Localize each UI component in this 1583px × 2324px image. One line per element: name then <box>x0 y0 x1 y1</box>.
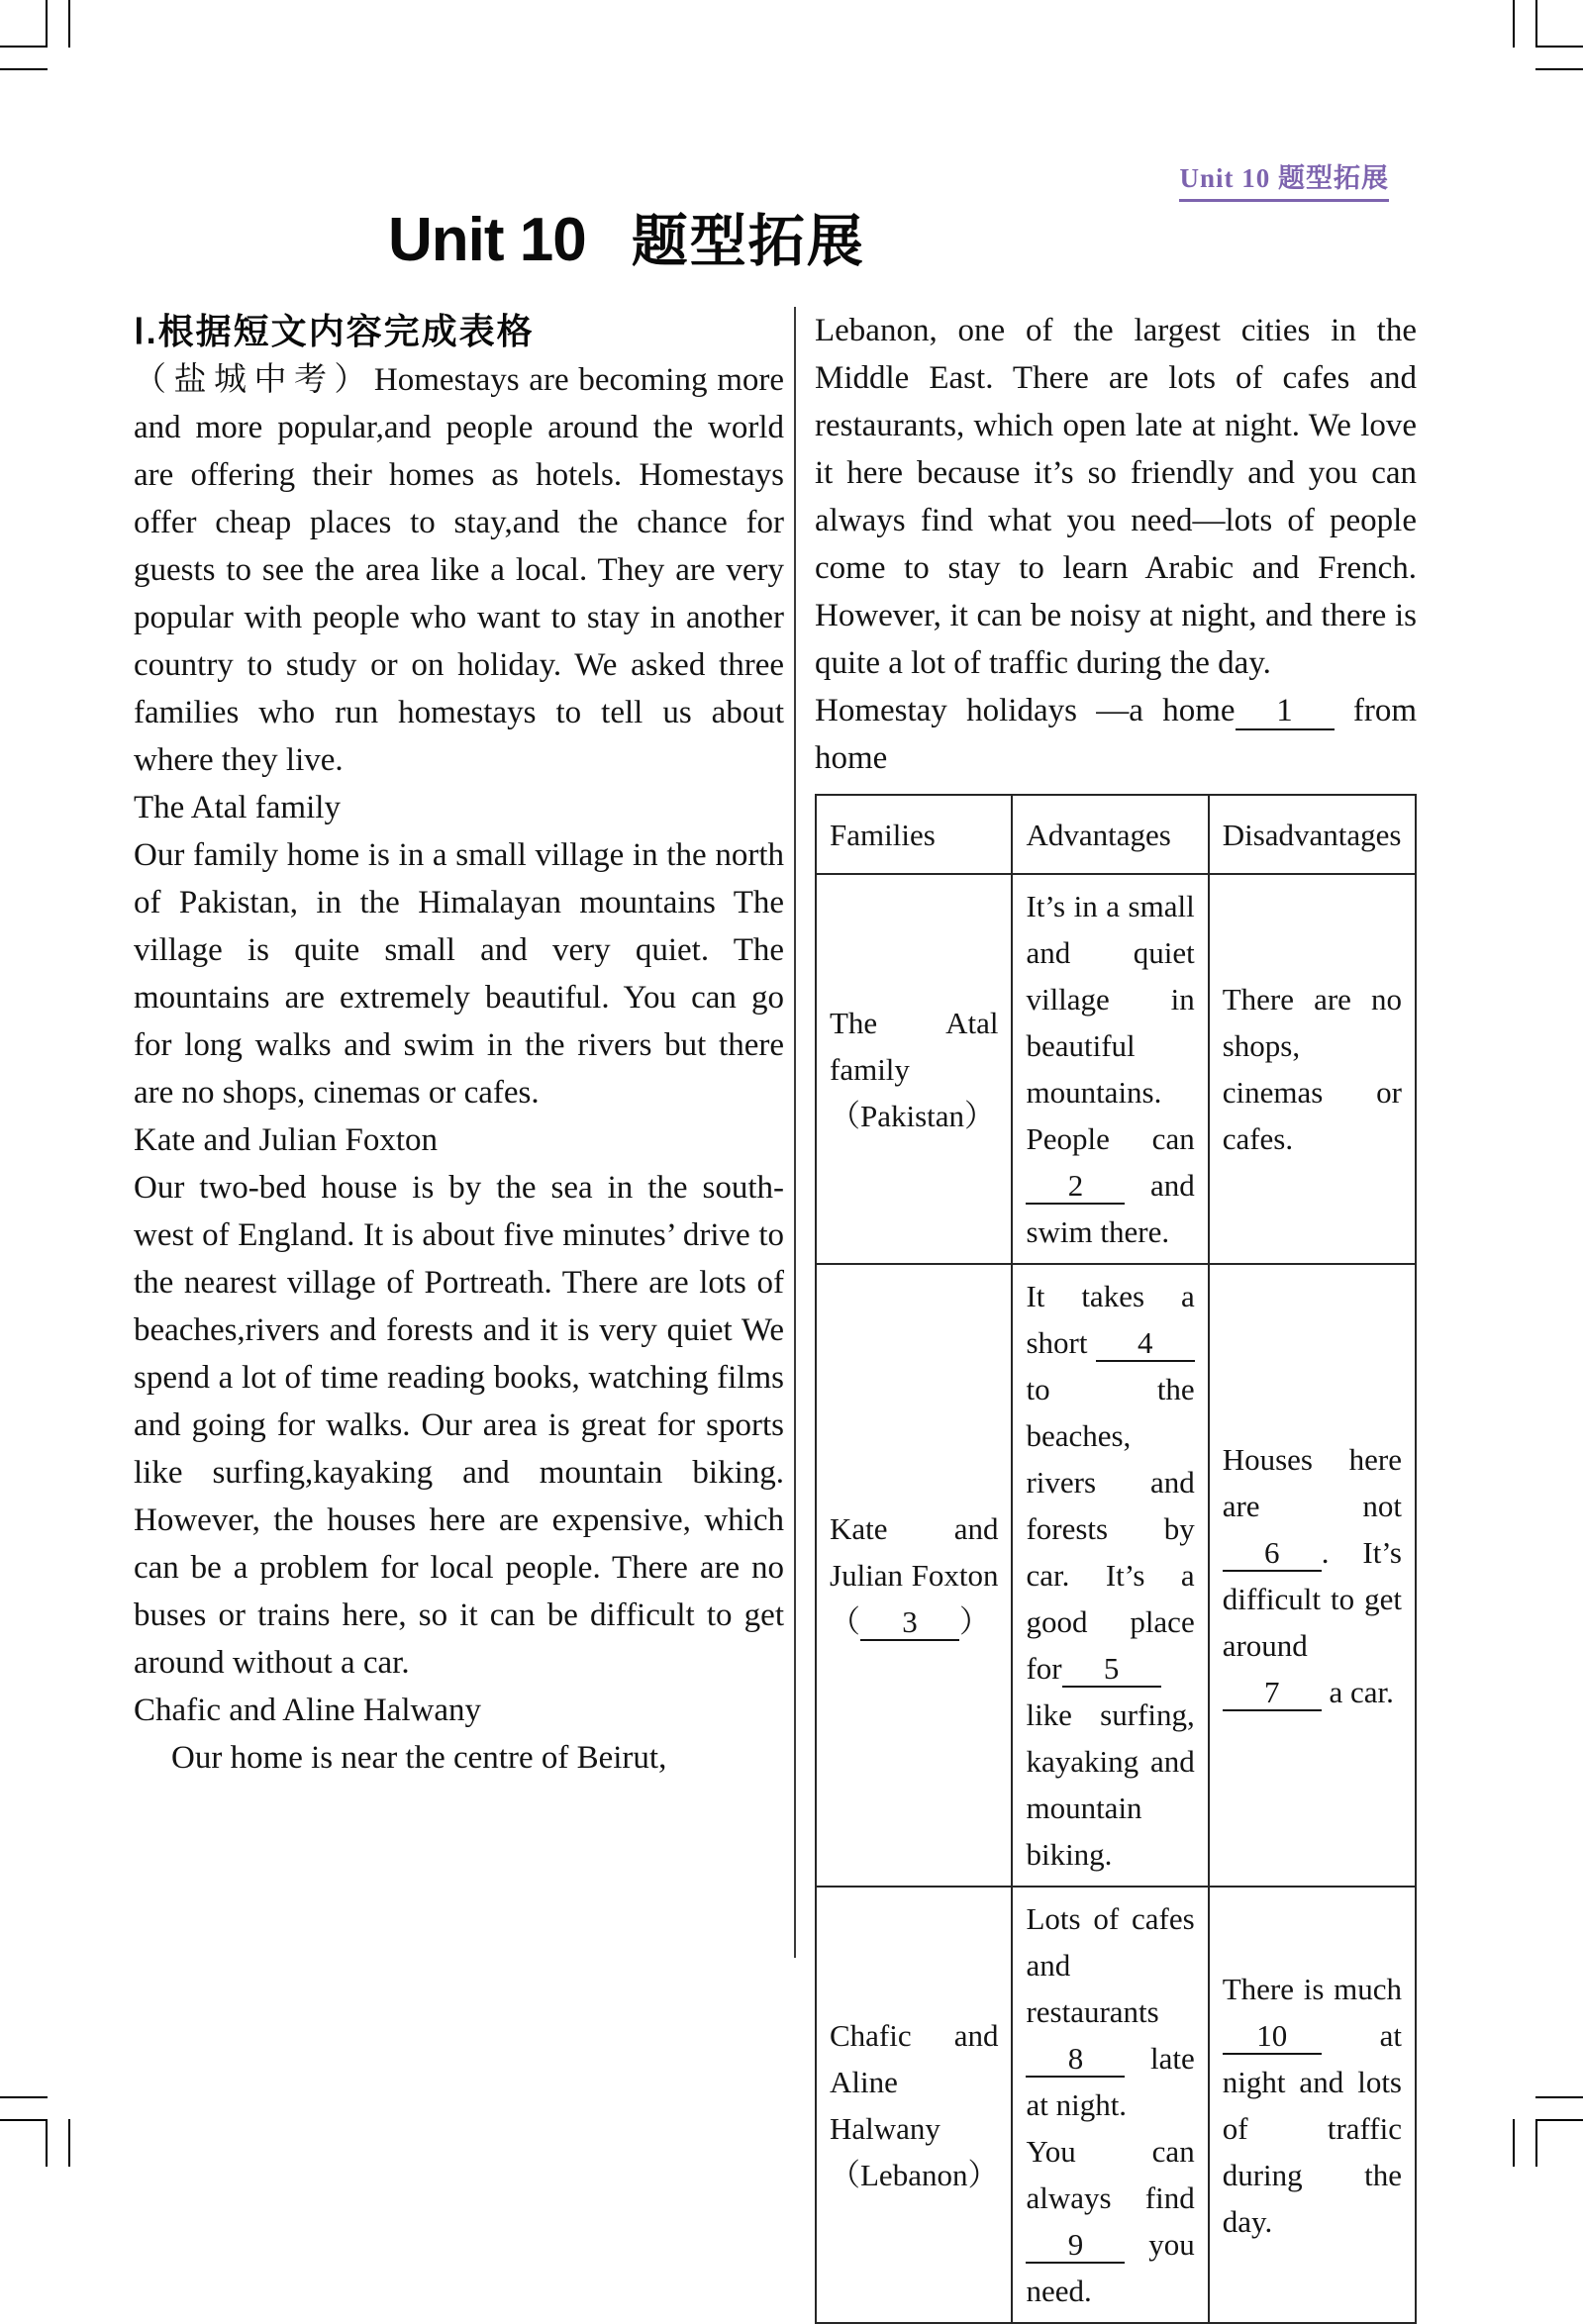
crop-mark <box>1535 2096 1583 2098</box>
advantages-cell: It takes a short 4 to the beaches, rivers and forests by car. It’s a good place for 5 like surfing, kayaking and mountain biking. <box>1012 1264 1208 1887</box>
crop-mark <box>0 68 48 70</box>
content-columns <box>134 307 1417 2324</box>
crop-mark <box>46 0 48 48</box>
exam-source-tag: （盐城中考） <box>134 362 374 398</box>
advantages-cell: Lots of cafes and restaurants 8 late at night. You can always find 9 you need. <box>1012 1887 1208 2323</box>
answer-blank-9: 9 <box>1026 2228 1125 2264</box>
crop-mark <box>1535 2119 1583 2121</box>
crop-mark <box>0 46 48 48</box>
answer-blank-8: 8 <box>1026 2042 1125 2078</box>
page-title-cn: 题型拓展 <box>631 210 865 273</box>
page-title <box>388 196 865 277</box>
paragraph-foxton: Our two-bed house is by the sea in the south-west of England. It is about five minutes’ drive to the nearest village of Portreath. There are lots of beaches,rivers and forests and it is very quiet We spend a lot of time reading books, watching films and going for walks. Our area is great for sports like surfing,kayaking and mountain biking. However, the houses here are expensive, which can be a problem for local people. There are no buses or trains here, so it can be difficult to get around without a car. <box>134 1170 784 1681</box>
families-cell: Kate and Julian Foxton（ 3 ） <box>816 1264 1012 1887</box>
crop-mark <box>0 2096 48 2098</box>
page-title-unit: Unit 10 <box>388 206 586 274</box>
family-heading-foxton: Kate and Julian Foxton <box>134 1122 439 1158</box>
crop-mark <box>1513 2119 1515 2167</box>
crop-mark <box>1513 0 1515 48</box>
answer-blank-2: 2 <box>1026 1169 1125 1205</box>
crop-mark <box>1535 46 1583 48</box>
crop-mark <box>68 2119 70 2167</box>
family-heading-halwany: Chafic and Aline Halwany <box>134 1693 481 1728</box>
families-cell: Chafic and Aline Halwany（Lebanon） <box>816 1887 1012 2323</box>
answer-blank-6: 6 <box>1223 1536 1322 1572</box>
homestay-table <box>815 794 1417 2324</box>
header-disadvantages: Disadvantages <box>1209 795 1416 874</box>
left-column <box>134 307 784 2324</box>
crop-mark <box>1535 68 1583 70</box>
table-row-halwany <box>816 1887 1416 2323</box>
paragraph-intro <box>134 356 784 784</box>
disadvantages-cell: There are no shops, cinemas or cafes. <box>1209 874 1416 1264</box>
advantages-cell: It’s in a small and quiet village in beautiful mountains. People can2 and swim there. <box>1012 874 1208 1264</box>
answer-blank-7: 7 <box>1223 1676 1322 1711</box>
right-column <box>815 307 1417 2324</box>
crop-mark <box>1535 2119 1537 2167</box>
table-header-row <box>816 795 1416 874</box>
crop-mark <box>46 2119 48 2167</box>
answer-blank-4: 4 <box>1096 1326 1195 1362</box>
crop-mark <box>68 0 70 48</box>
table-row-foxton <box>816 1264 1416 1887</box>
answer-blank-5: 5 <box>1062 1652 1161 1688</box>
column-divider <box>794 307 796 1958</box>
paragraph-atal: Our family home is in a small village in the north of Pakistan, in the Himalayan mountains The village is quite small and very quiet. The mountains are extremely beautiful. You can go for long walks and swim in the rivers but there are no shops, cinemas or cafes. <box>134 837 784 1111</box>
families-cell: The Atal family（Pakistan） <box>816 874 1012 1264</box>
answer-blank-3: 3 <box>860 1605 959 1641</box>
table-caption: Homestay holidays —a home 1 from home <box>815 693 1417 776</box>
paragraph-intro-text: Homestays are becoming more and more popular,and people around the world are offering their homes as hotels. Homestays offer cheap places to stay,and the chance for guests to see the area like a local. They are very popular with people who want to stay in another country to study or on holiday. We asked three families who run homestays to tell us about where they live. <box>134 362 784 778</box>
paragraph-halwany-start: Our home is near the centre of Beirut, <box>171 1740 667 1776</box>
family-heading-atal: The Atal family <box>134 790 341 825</box>
answer-blank-10: 10 <box>1223 2019 1322 2055</box>
crop-mark <box>1535 0 1537 48</box>
running-header: Unit 10 题型拓展 <box>1179 156 1389 202</box>
disadvantages-cell: Houses here are not6 . It’s difficult to get around 7 a car. <box>1209 1264 1416 1887</box>
header-families: Families <box>816 795 1012 874</box>
disadvantages-cell: There is much 10 at night and lots of traffic during the day. <box>1209 1887 1416 2323</box>
header-advantages: Advantages <box>1012 795 1208 874</box>
table-row-atal <box>816 874 1416 1264</box>
crop-mark <box>0 2119 48 2121</box>
paragraph-halwany-continued: Lebanon, one of the largest cities in the Middle East. There are lots of cafes and restaurants, which open late at night. We love it here because it’s so friendly and you can always find what you need—lots of people come to stay to learn Arabic and French. However, it can be noisy at night, and there is quite a lot of traffic during the day. <box>815 313 1417 681</box>
section-heading: Ⅰ.根据短文内容完成表格 <box>134 311 535 351</box>
answer-blank-1: 1 <box>1236 693 1335 730</box>
